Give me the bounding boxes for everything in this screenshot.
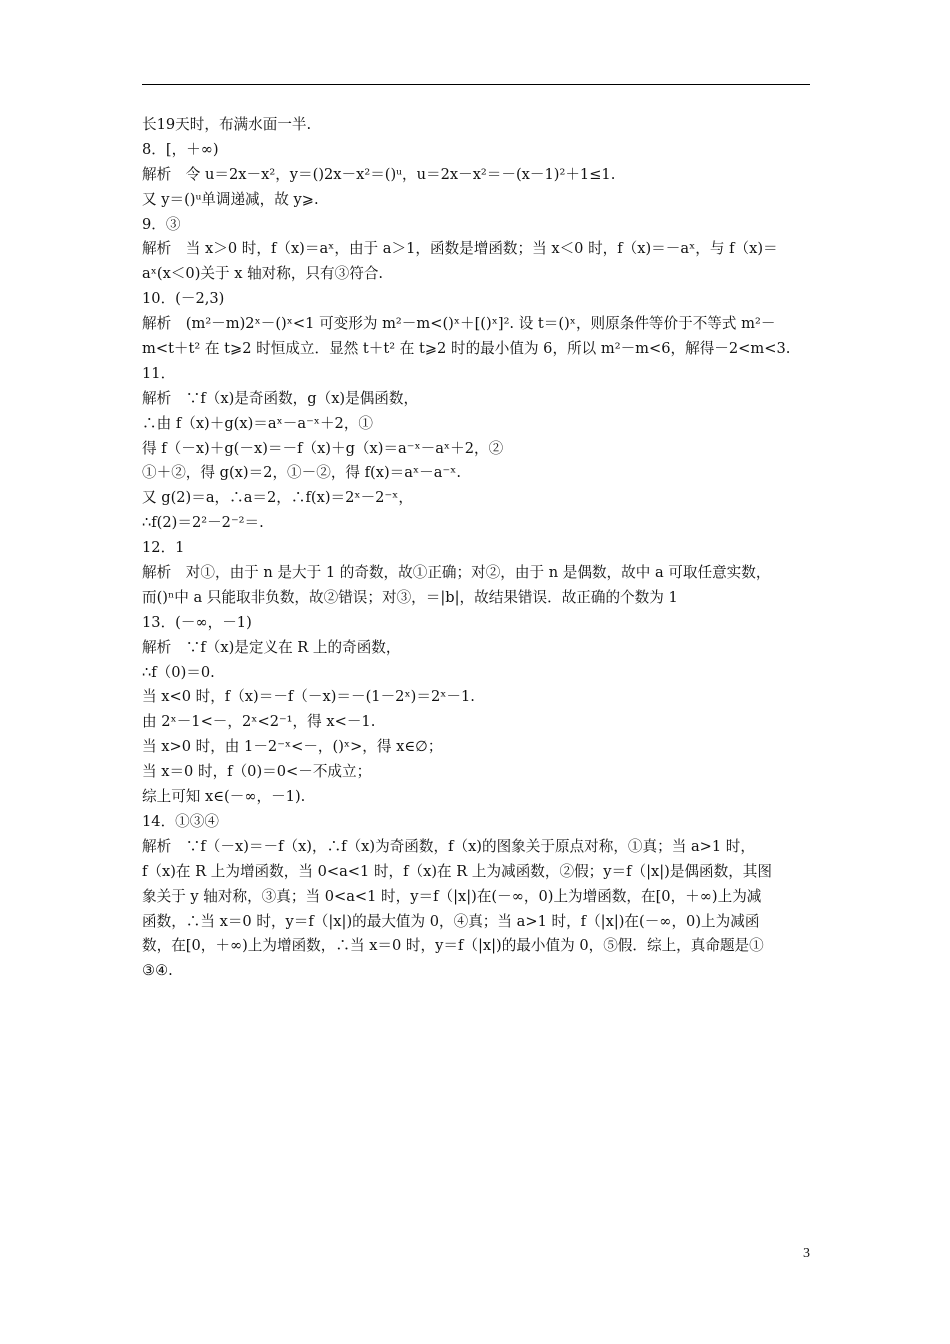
- text-line: 长19天时，布满水面一半.: [142, 116, 312, 133]
- text-line: 解析 ∵f（x)是奇函数，g（x)是偶函数，: [142, 389, 419, 407]
- text-line: f（x)在 R 上为增函数，当 0<a<1 时，f（x)在 R 上为减函数，②假；y＝f（|x|)是偶函数，其图: [142, 862, 772, 880]
- text-line: 数，在[0，＋∞)上为增函数，∴当 x＝0 时，y＝f（|x|)的最小值为 0，⑤假．综上，真命题是①: [142, 937, 764, 955]
- text-line: 解析 对①，由于 n 是大于 1 的奇数，故①正确；对②，由于 n 是偶数，故中 a 可取任意实数，: [142, 564, 771, 582]
- text-line: 解析 ∵f（－x)＝－f（x)，∴f（x)为奇函数，f（x)的图象关于原点对称，①真；当 a>1 时，: [142, 837, 755, 855]
- text-line: 又 g(2)＝a，∴a＝2，∴f(x)＝2ˣ－2⁻ˣ，: [142, 489, 413, 507]
- page-number: 3: [803, 1246, 810, 1261]
- header-rule: [142, 84, 810, 85]
- text-line: 解析 当 x＞0 时，f（x)＝aˣ，由于 a＞1，函数是增函数；当 x＜0 时，f（x)＝－aˣ，与 f（x)＝: [142, 240, 778, 258]
- text-line: 解析 (m²－m)2ˣ－()ˣ<1 可变形为 m²－m<()ˣ＋[()ˣ]². 设 t＝()ˣ，则原条件等价于不等式 m²－: [142, 315, 776, 333]
- text-line: ∴由 f（x)＋g(x)＝aˣ－a⁻ˣ＋2，①: [142, 414, 374, 432]
- text-line: 解析 令 u＝2x－x²，y＝()2x－x²＝()ᵘ，u＝2x－x²＝－(x－1)²＋1≤1.: [142, 165, 616, 183]
- text-line: ③④.: [142, 962, 173, 980]
- text-line: 函数，∴当 x＝0 时，y＝f（|x|)的最大值为 0，④真；当 a>1 时，f（|x|)在(－∞，0)上为减函: [142, 912, 760, 930]
- text-line: 11．: [142, 364, 176, 382]
- text-line: 得 f（－x)＋g(－x)＝－f（x)＋g（x)＝a⁻ˣ－aˣ＋2，②: [142, 439, 504, 457]
- text-line: aˣ(x＜0)关于 x 轴对称，只有③符合.: [142, 265, 384, 283]
- text-line: 12．1: [142, 539, 185, 557]
- text-line: ①＋②，得 g(x)＝2，①－②，得 f(x)＝aˣ－a⁻ˣ.: [142, 464, 461, 482]
- text-line: 象关于 y 轴对称，③真；当 0<a<1 时，y＝f（|x|)在(－∞，0)上为增函数，在[0，＋∞)上为减: [142, 887, 762, 905]
- text-line: 13．(－∞，－1): [142, 613, 252, 631]
- text-line: 而()ⁿ中 a 只能取非负数，故②错误；对③，＝|b|，故结果错误．故正确的个数为 1: [142, 588, 678, 606]
- text-line: 9．③: [142, 215, 181, 233]
- text-line: 当 x<0 时，f（x)＝－f（－x)＝－(1－2ˣ)＝2ˣ－1.: [142, 688, 475, 706]
- text-line: ∴f（0)＝0.: [142, 663, 215, 681]
- text-line: m<t＋t² 在 t⩾2 时恒成立．显然 t＋t² 在 t⩾2 时的最小值为 6，所以 m²－m<6，解得－2<m<3.: [142, 340, 791, 358]
- text-line: 10．(－2,3): [142, 290, 225, 308]
- text-line: 又 y＝()ᵘ单调递减，故 y⩾.: [142, 190, 319, 208]
- document-body: [142, 113, 812, 984]
- text-line: 解析 ∵f（x)是定义在 R 上的奇函数，: [142, 638, 401, 656]
- text-line: 综上可知 x∈(－∞，－1).: [142, 788, 306, 806]
- text-line: 当 x＝0 时，f（0)＝0<－不成立；: [142, 763, 372, 781]
- text-line: 当 x>0 时，由 1－2⁻ˣ<－，()ˣ>，得 x∈∅；: [142, 738, 443, 756]
- text-line: 8．[，＋∞): [142, 140, 219, 158]
- text-line: 由 2ˣ－1<－，2ˣ<2⁻¹，得 x<－1.: [142, 713, 376, 731]
- text-line: 14．①③④: [142, 812, 219, 830]
- text-line: ∴f(2)＝2²－2⁻²＝.: [142, 514, 264, 532]
